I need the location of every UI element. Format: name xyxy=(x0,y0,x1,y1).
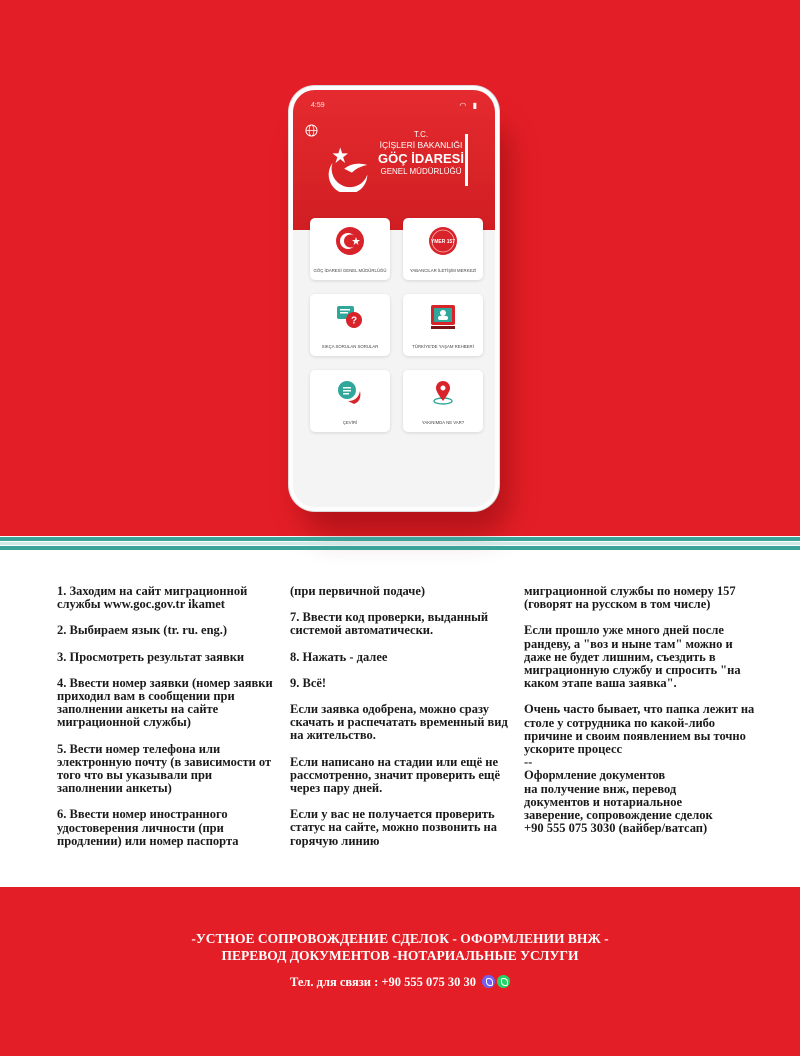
footer-slogan xyxy=(0,930,800,964)
translate-chat-icon xyxy=(334,377,366,409)
brand-line-1: T.C. xyxy=(413,130,429,139)
instructions-column-2 xyxy=(290,585,510,861)
faq-chat-icon xyxy=(334,301,366,333)
footer-contact xyxy=(0,975,800,990)
brand-line-3: GÖÇ İDARESİ xyxy=(378,151,464,166)
viber-icon[interactable] xyxy=(482,975,495,988)
tile-ymer[interactable] xyxy=(403,218,483,280)
tile-label: YABANCILAR İLETİŞİM MERKEZİ xyxy=(409,268,477,273)
slogan-line-2: ПЕРЕВОД ДОКУМЕНТОВ -НОТАРИАЛЬНЫЕ УСЛУГИ xyxy=(221,948,579,963)
tile-label: YAKINIMDA NE VAR? xyxy=(421,420,465,425)
tile-life-guide[interactable] xyxy=(403,294,483,356)
footer-banner xyxy=(0,887,800,1056)
tile-label: TÜRKİYE'DE YAŞAM REHBERİ xyxy=(412,344,474,349)
wifi-battery-icon: ◠ ▮ xyxy=(459,101,479,110)
globe-icon[interactable] xyxy=(305,124,318,137)
tile-label: ÇEVİRİ xyxy=(342,420,358,425)
services-line-2: на получение внж, перевод xyxy=(524,781,677,796)
note-pending: Если написано на стадии или ещё не рассмотренно, значит проверить ещё через пару дней. xyxy=(290,754,500,796)
tile-goc-idaresi[interactable] xyxy=(310,218,390,280)
tile-label: GÖÇ İDARESİ GENEL MÜDÜRLÜĞÜ xyxy=(313,268,387,273)
hotline-continued: миграционной службы по номеру 157 (говорят на русском в том числе) xyxy=(524,584,736,612)
separator-dashes: -- xyxy=(524,755,533,770)
svg-text:?: ? xyxy=(350,315,358,327)
step-6-continued: (при первичной подаче) xyxy=(290,584,426,598)
tile-translate[interactable] xyxy=(310,370,390,432)
step-2: 2. Выбираем язык (tr. ru. eng.) xyxy=(57,623,228,638)
brand-divider xyxy=(465,134,468,186)
step-7: 7. Ввести код проверки, выданный системой автоматически. xyxy=(290,610,489,638)
agency-brand xyxy=(375,130,467,176)
services-line-1: Оформление документов xyxy=(524,768,666,783)
note-approved: Если заявка одобрена, можно сразу скачать и распечатать временный вид на жительство. xyxy=(290,702,508,743)
services-phone: +90 555 075 3030 (вайбер/ватсап) xyxy=(524,821,708,836)
step-6: 6. Ввести номер иностранного удостоверения личности (при продлении) или номер паспорта xyxy=(57,807,239,848)
badge-text: YMER 157 xyxy=(430,239,456,245)
contact-phone[interactable]: Тел. для связи : +90 555 075 30 30 xyxy=(289,975,477,989)
note-hotline: Если у вас не получается проверить статус на сайте, можно позвонить на горячую линию xyxy=(290,807,498,848)
slogan-line-1: -УСТНОЕ СОПРОВОЖДЕНИЕ СДЕЛОК - ОФОРМЛЕНИИ ВНЖ - xyxy=(191,931,609,946)
step-3: 3. Просмотреть результат заявки xyxy=(57,649,245,664)
step-9: 9. Всё! xyxy=(290,675,327,690)
ymer-157-badge-icon xyxy=(427,225,459,257)
services-line-3: документов и нотариальное xyxy=(524,794,683,809)
services-line-4: заверение, сопровождение сделок xyxy=(524,808,713,823)
tile-nearby[interactable] xyxy=(403,370,483,432)
instructions-column-3 xyxy=(524,585,756,835)
phone-mockup xyxy=(289,86,499,511)
tip-visit-office: Если прошло уже много дней после рандеву, а "воз и ныне там" можно и даже не будет лишним, съездить в миграционную службу и спросить "на каком этапе ваша заявка". xyxy=(524,623,741,691)
tile-faq[interactable] xyxy=(310,294,390,356)
tip-speed-up: Очень часто бывает, что папка лежит на столе у сотрудника по какой-либо причине и своим появлением вы точно ускорите процесс xyxy=(524,702,755,757)
crescent-star-icon xyxy=(334,225,366,257)
guide-book-icon xyxy=(427,301,459,333)
step-5: 5. Вести номер телефона или электронную почту (в зависимости от того что вы указывали при заполнении анкеты) xyxy=(57,741,272,796)
step-4: 4. Ввести номер заявки (номер заявки приходил вам в сообщении при заполнении анкеты на сайте миграционной службы) xyxy=(57,675,273,730)
brand-line-4: GENEL MÜDÜRLÜĞÜ xyxy=(380,167,462,176)
step-8: 8. Нажать - далее xyxy=(290,649,388,664)
whatsapp-icon[interactable] xyxy=(497,975,510,988)
tile-label: SIKÇA SORULAN SORULAR xyxy=(321,344,379,349)
step-1: 1. Заходим на сайт миграционной службы www.goc.gov.tr ikamet xyxy=(57,584,248,612)
instructions-column-1 xyxy=(57,585,279,861)
location-pin-icon xyxy=(427,377,459,409)
crescent-star-emblem-icon xyxy=(319,134,377,192)
brand-line-2: İÇİŞLERİ BAKANLIĞI xyxy=(379,140,463,150)
status-time: 4:59 xyxy=(311,102,325,109)
app-header xyxy=(293,90,495,230)
divider-stripes xyxy=(0,536,800,554)
